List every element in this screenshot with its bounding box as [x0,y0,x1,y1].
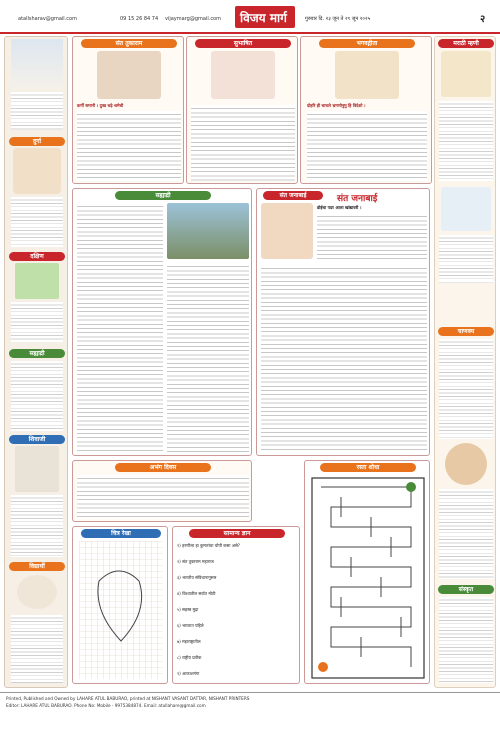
right-text-3 [439,339,493,439]
section-sahyadri: सह्याद्री [9,349,65,358]
subhashit-text [191,105,295,181]
gita-verse: दोहरि ही चाचले भ्रमणोनुमु हि विदेशो । [307,103,366,108]
email-text: atallsharav@gmail.com [18,16,77,22]
janabai-text [261,265,427,453]
tukaram-text [77,111,181,181]
janabai-title: संत जनाबाई [337,194,378,204]
chitra-panel [72,526,168,684]
footer-line-1: Printed, Published and Owned by LAHARE ATUL BABURAO, printed at NISHANT VASANT DATTAR, NISHANT PRINTERS [6,696,250,701]
page-title: विजय मार्ग [240,11,287,25]
section-bhagavadgita: भगवद्गीता [319,39,415,48]
section-chanakya: चाणक्य [438,327,494,336]
quiz-q9: ९) आकाशगंगा [177,671,200,676]
right-column [434,36,496,688]
section-marathi-mhani: मराठी म्हणी [438,39,494,48]
tukaram-panel [72,36,184,184]
masthead [0,0,500,34]
quiz-q6: ६) भारतात पहिले [177,623,204,628]
right-text-2 [439,235,493,283]
quiz-q2: २) संत तुकाराम महाराज [177,559,214,564]
janabai-article [256,188,430,456]
sahyadri-article [72,188,252,456]
map-image [15,263,59,299]
maze-image [311,477,425,679]
section-subhashit: सुभाषित [195,39,291,48]
janabai-poem-lines [317,213,427,259]
section-shivaji: शिवाजी [9,435,65,444]
right-text-1 [439,101,493,181]
quiz-q5: ५) सहस्त्र मुद्रा [177,607,199,612]
drawing-grid [79,541,163,679]
quiz-q1: १) हरणीला हा कुमारांचा चोपी कसा असे? [177,543,241,548]
section-sant-tukaram: संत तुकाराम [81,39,177,48]
maze-panel [304,460,430,684]
quiz-q7: ७) महाराष्ट्रातील [177,639,201,644]
section-dakshin: दक्षिण [9,252,65,261]
section-sanskrut: संस्कृत [438,585,494,594]
chanakya-image [445,443,487,485]
quiz-q8: ८) राष्ट्रीय प्रतीक [177,655,202,660]
section-rasta: रस्ता शोधा [320,463,416,472]
page-number: २ [480,14,486,25]
cartoon-image [441,187,491,231]
date-text: गुरुवार दि. २३ जून ते २९ जून २०२५ [305,16,371,22]
section-vidyarthi: विद्यार्थी [9,562,65,571]
shivaji-image [15,446,59,492]
abhang-text [77,475,249,519]
phone-text: 09 15 26 84 74 [120,16,159,22]
quiz-q4: ४) विश्वातील सर्वात मोठी [177,591,216,596]
section-chitra: चित्र रेखा [81,529,161,538]
section-samanya-dnyan: सामान्य ज्ञान [189,529,285,538]
gita-image [335,51,399,99]
deity-image [11,39,63,89]
mhani-image [441,51,491,97]
footer [0,692,500,732]
durga-image [13,148,61,194]
right-text-5 [439,597,493,683]
student-image [17,575,57,609]
left-text-1 [11,92,63,130]
janabai-poem: डोईचा पदर आला खांद्यावरी । [317,205,362,210]
left-text-4 [11,361,63,431]
left-text-5 [11,495,63,557]
section-sahyadri-article: सह्याद्री [115,191,211,200]
janabai-image [261,203,313,259]
left-text-2 [11,197,63,247]
gita-panel [300,36,432,184]
abhang-panel [72,460,252,522]
left-column [4,36,68,688]
quiz-q3: ३) भारतीय संविधानानुसार [177,575,217,580]
sahyadri-text-left [77,203,163,453]
footer-line-2: Editor: LAHARE ATUL BABURAO. Phone No: Mobile - 9975384874. Email: atullahare@gmail.com [6,703,206,709]
subhashit-image [211,51,275,99]
subhashit-panel [186,36,298,184]
quiz-panel [172,526,300,684]
gita-text [307,111,427,181]
section-sant-janabai: संत जनाबाई [263,191,323,200]
section-durga: दुर्गा [9,137,65,146]
fort-image [167,203,249,259]
right-text-4 [439,489,493,579]
sahyadri-text-right [167,263,249,453]
left-text-6 [11,615,63,683]
site-text: vijaymarg@gmail.com [165,16,221,22]
tukaram-image [97,51,161,99]
tukaram-quote: कर्मी समानी । दुःख चढ़े श्रमेची [77,103,124,108]
section-abhang: अभंग दिवस [115,463,211,472]
left-text-3 [11,302,63,342]
